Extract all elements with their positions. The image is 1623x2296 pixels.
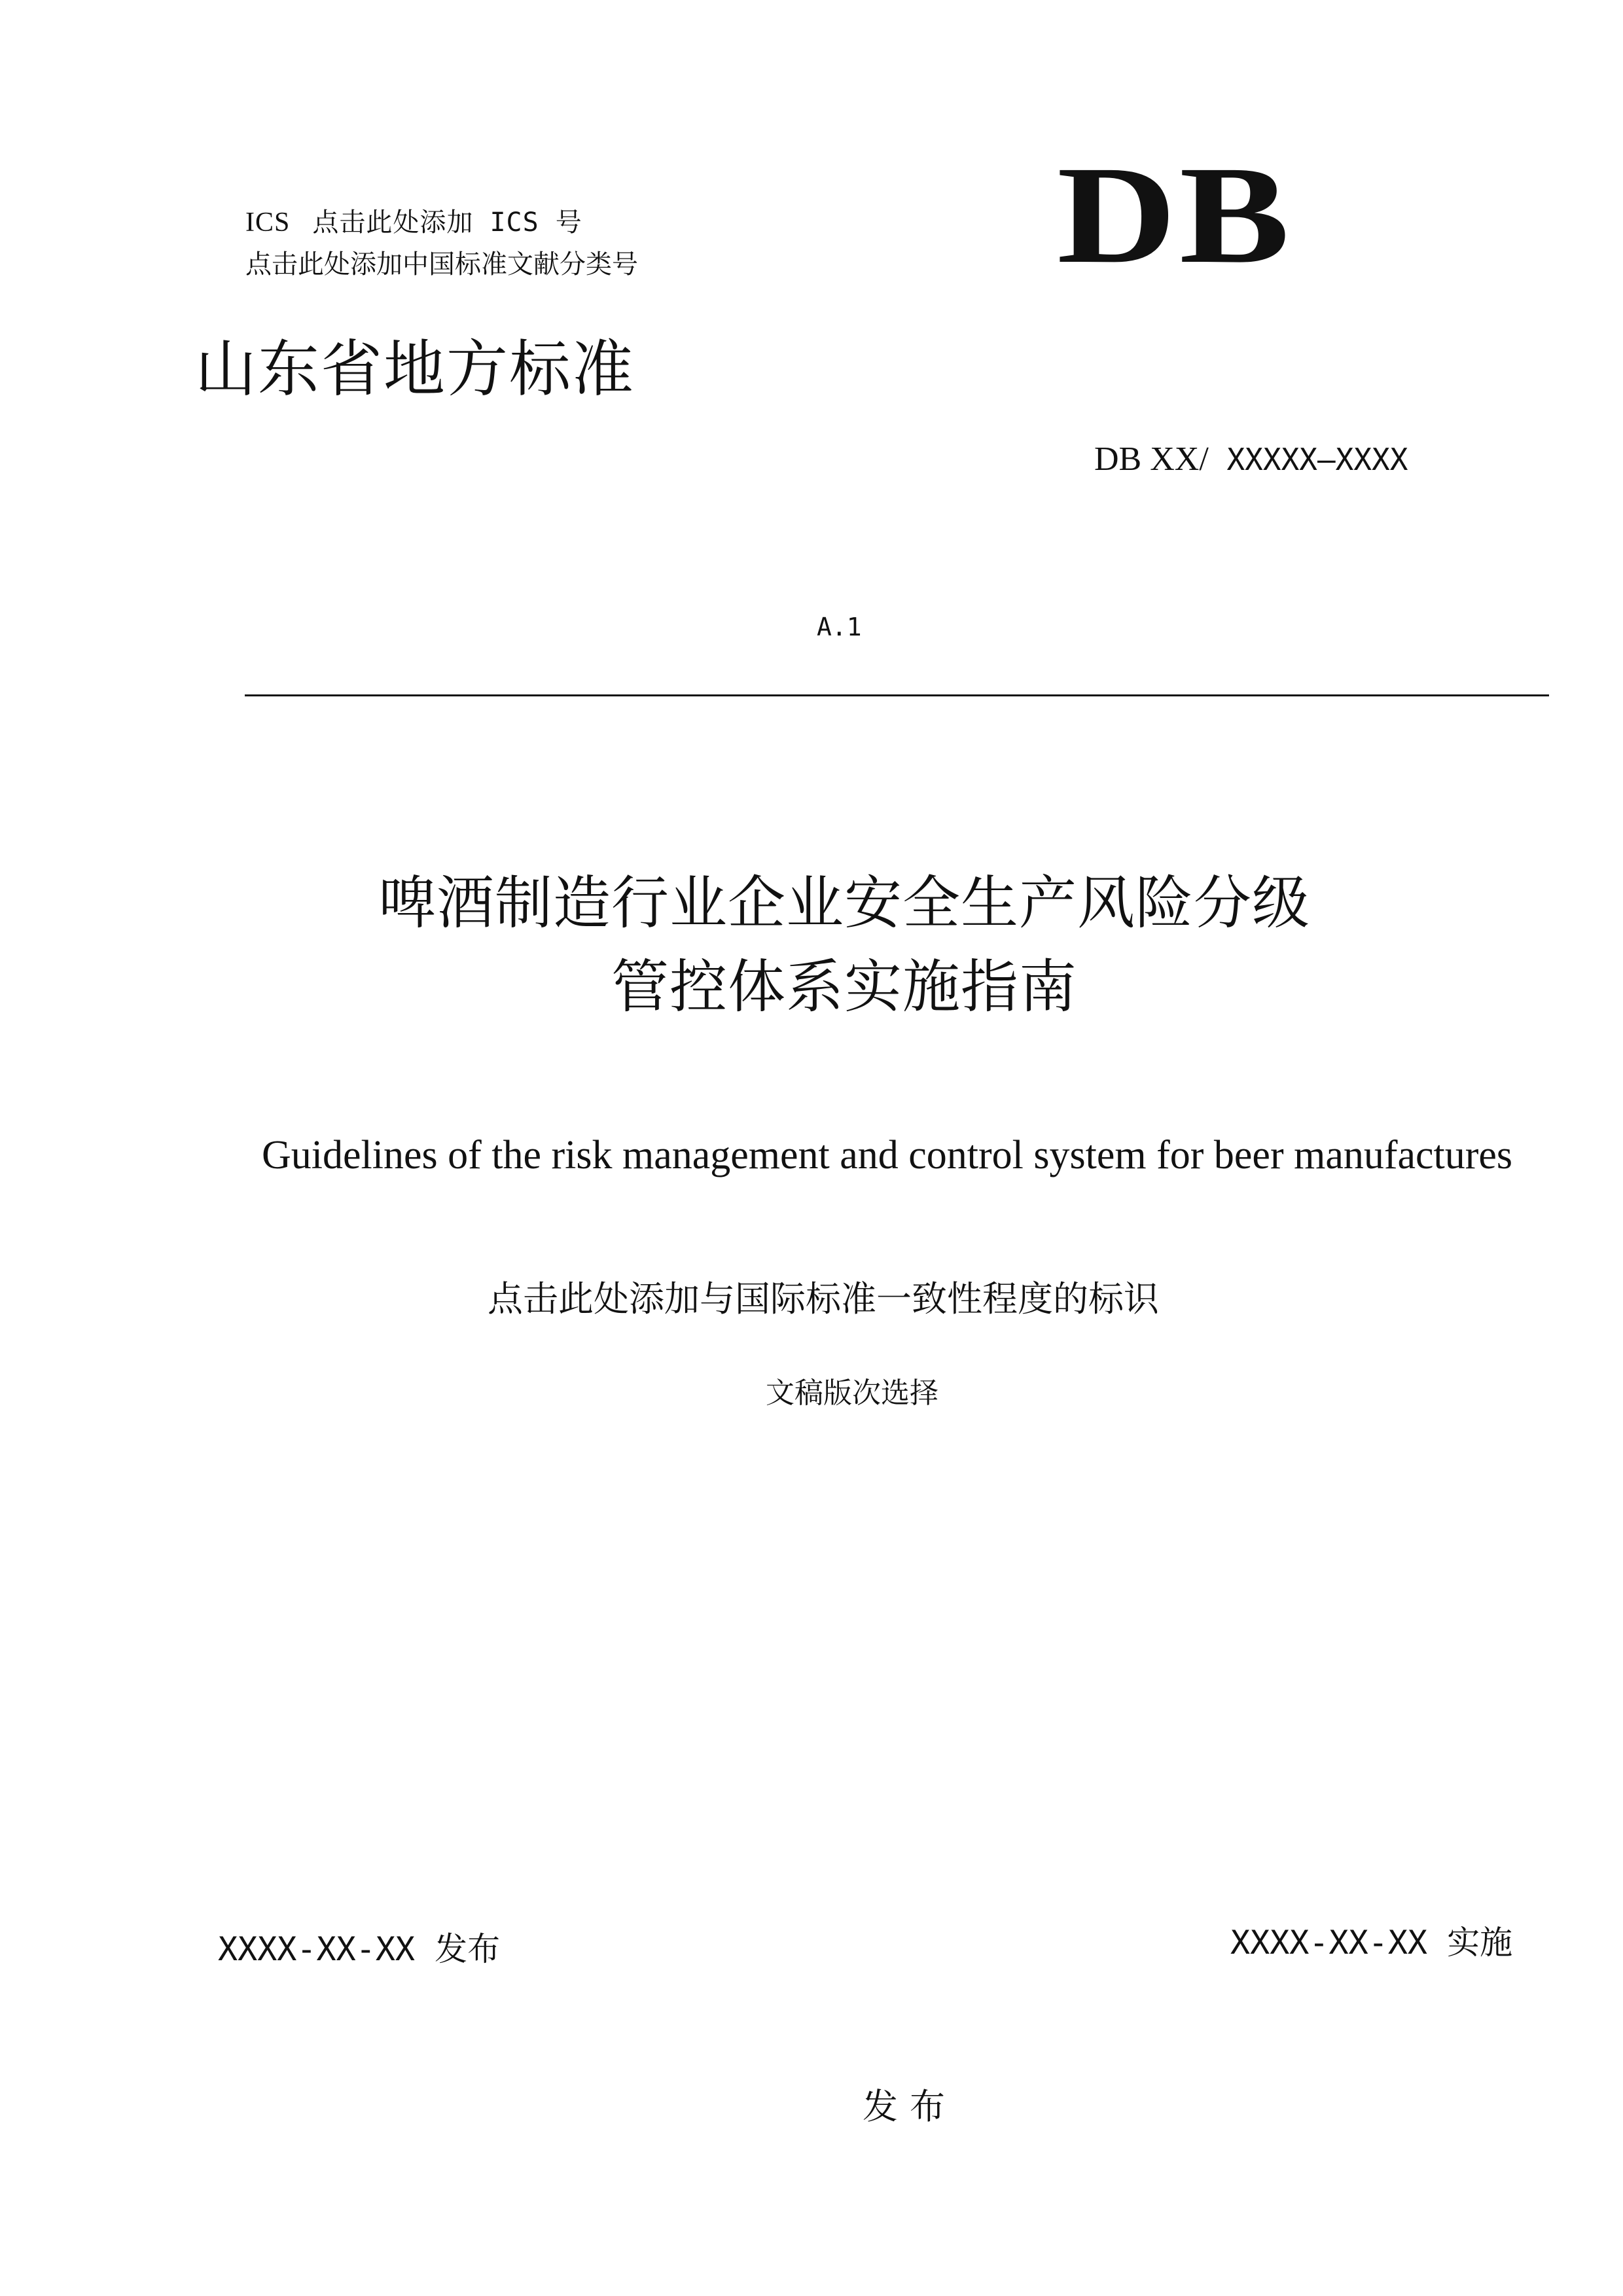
title-cn-line1: 啤酒制造行业企业安全生产风险分级 [378, 869, 1310, 937]
ccs-placeholder[interactable]: 点击此处添加中国标准文献分类号 [245, 249, 638, 279]
implement-date: XXXX-XX-XX 实施 [1230, 1924, 1513, 1962]
consistency-placeholder[interactable]: 点击此处添加与国际标准一致性程度的标识 [488, 1278, 1159, 1319]
title-cn-line2: 管控体系实施指南 [611, 953, 1077, 1020]
issuer-label: 发布 [863, 2086, 957, 2127]
title-en: Guidelines of the risk management and control system for beer manufactures [262, 1133, 1513, 1177]
issue-date: XXXX-XX-XX 发布 [218, 1930, 501, 1968]
header-rule [245, 694, 1549, 696]
db-logo: DB [1057, 137, 1293, 293]
draft-version-select[interactable]: 文稿版次选择 [766, 1376, 938, 1410]
ics-label: ICS [245, 207, 291, 238]
standard-number-code: XXXXX—XXXX [1208, 442, 1408, 477]
standard-type: 山东省地方标准 [195, 334, 635, 405]
ics-field[interactable] [245, 202, 582, 239]
replace-note: A.1 [817, 613, 862, 641]
ics-placeholder[interactable]: 点击此处添加 ICS 号 [312, 207, 582, 238]
standard-number [1094, 440, 1408, 478]
standard-number-prefix: DB XX/ [1094, 440, 1209, 478]
